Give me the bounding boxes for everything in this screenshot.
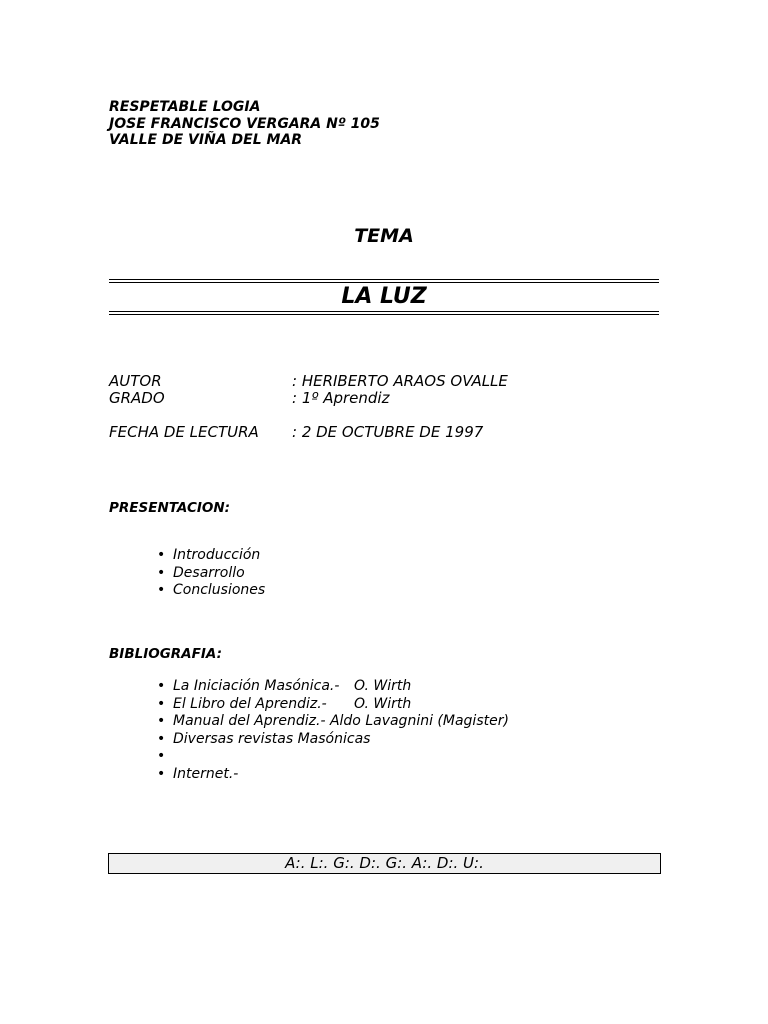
list-item: [109, 748, 509, 766]
bullet-icon: •: [157, 564, 166, 581]
list-item: • Introducción: [157, 547, 261, 563]
title-bottom-rule-1: [109, 311, 659, 312]
author-label: AUTOR: [109, 372, 162, 390]
list-item: • Diversas revistas Masónicas: [157, 730, 371, 747]
list-item: • La Iniciación Masónica.- O. Wirth: [157, 678, 412, 694]
bullet-icon: •: [157, 547, 166, 563]
bibliografia-heading: BIBLIOGRAFIA:: [109, 646, 222, 662]
lodge-name: RESPETABLE LOGIA: [109, 99, 261, 115]
list-item: • El Libro del Aprendiz.- O. Wirth: [157, 695, 412, 712]
list-item: • Manual del Aprendiz.- Aldo Lavagnini (Magister): [157, 713, 509, 729]
bullet-icon: •: [157, 765, 166, 782]
title-top-rule-2: [109, 282, 659, 283]
bullet-icon: •: [157, 713, 166, 729]
document-title: LA LUZ: [341, 284, 427, 309]
bibliografia-list: [109, 678, 509, 783]
footer-invocation: A:. L:. G:. D:. G:. A:. D:. U:.: [108, 853, 661, 874]
bullet-icon: •: [157, 582, 166, 598]
presentacion-heading: PRESENTACION:: [109, 500, 231, 516]
list-item: • Internet.-: [157, 765, 239, 782]
lodge-full-name: JOSE FRANCISCO VERGARA Nº 105: [109, 115, 380, 132]
lodge-location: VALLE DE VIÑA DEL MAR: [109, 132, 303, 148]
tema-label: TEMA: [354, 225, 414, 247]
bullet-icon: •: [157, 695, 166, 712]
list-item: • Conclusiones: [157, 582, 266, 598]
list-item: • Desarrollo: [157, 564, 245, 581]
author-row: [109, 372, 508, 390]
grade-label: GRADO: [109, 389, 165, 407]
grade-row: [109, 389, 389, 407]
bullet-icon: •: [157, 748, 166, 764]
title-bottom-rule-2: [109, 314, 659, 315]
presentacion-list: [109, 547, 265, 600]
lodge-header: [109, 99, 380, 149]
date-value: : 2 DE OCTUBRE DE 1997: [292, 423, 484, 441]
bullet-icon: •: [157, 730, 166, 747]
date-row: [109, 423, 483, 441]
bullet-icon: •: [157, 678, 166, 694]
author-value: : HERIBERTO ARAOS OVALLE: [292, 372, 508, 390]
grade-value: : 1º Aprendiz: [292, 389, 390, 407]
date-label: FECHA DE LECTURA: [109, 423, 259, 441]
title-top-rule-1: [109, 279, 659, 280]
